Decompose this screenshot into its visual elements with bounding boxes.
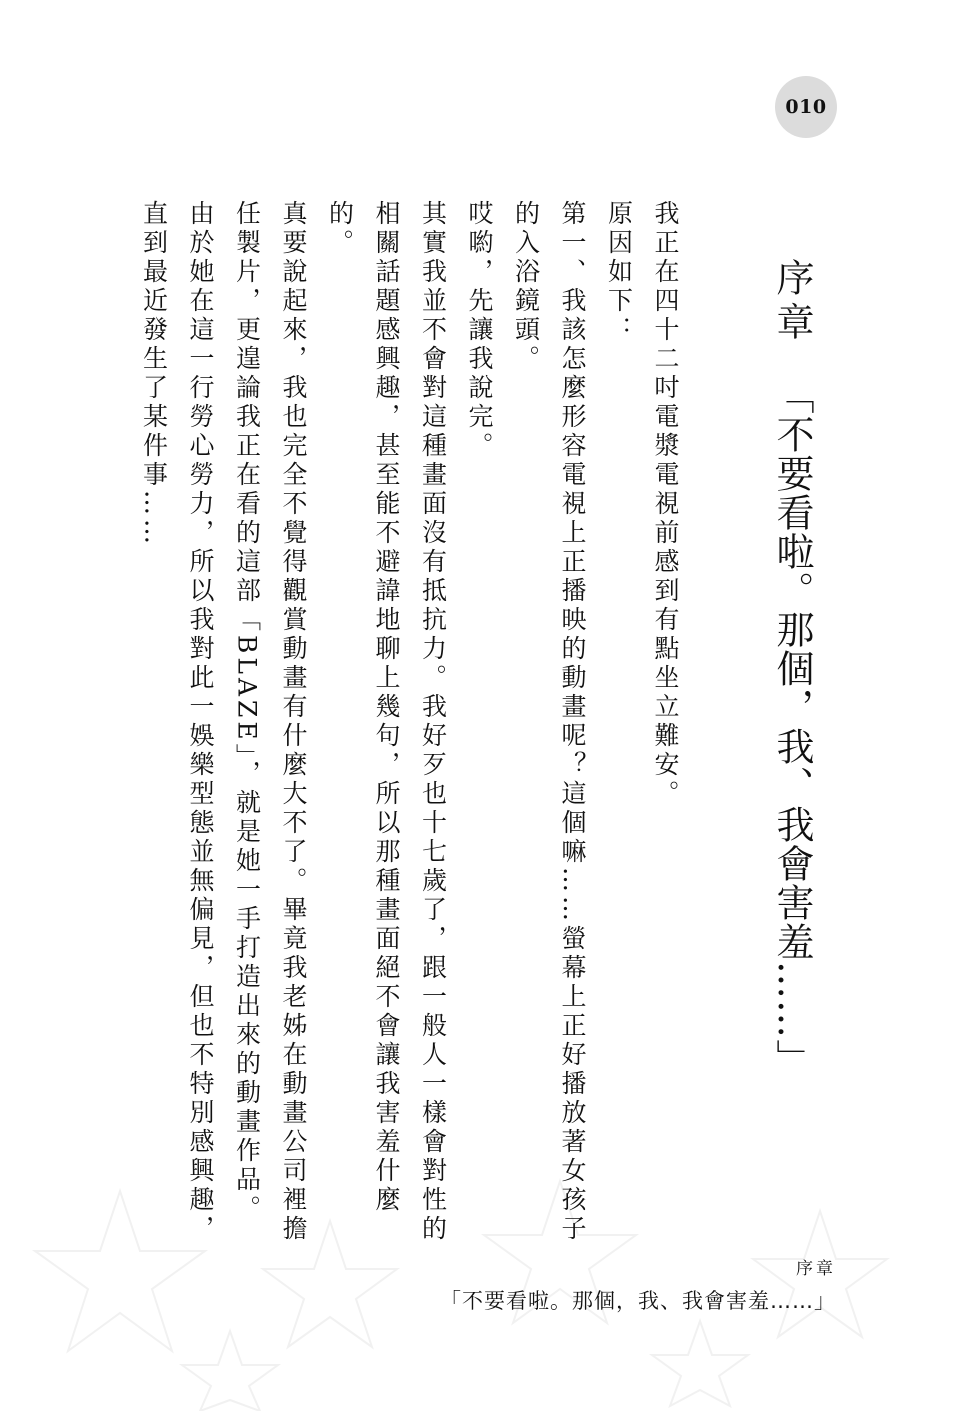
paragraph: 其實我並不會對這種畫面沒有抵抗力。我好歹也十七歲了，跟一般人一樣會對性的相關話題感興趣，甚至能不避諱地聊上幾句，所以那種畫面絕不會讓我害羞什麼的。: [325, 200, 448, 1244]
chapter-label: 序章: [770, 258, 814, 346]
chapter-title: 「不要看啦。那個，我、我會害羞……」: [770, 376, 814, 1078]
vertical-text-block: [120, 200, 820, 1270]
paragraph: 哎喲，先讓我說完。: [465, 200, 494, 461]
paragraph: 原因如下：: [604, 200, 634, 345]
chapter-heading: [764, 200, 820, 1270]
page-number: 010: [785, 96, 827, 118]
paragraph: 第一、我該怎麼形容電視上正播映的動畫呢？這個嘛……螢幕上正好播放著女孩子的入浴鏡頭。: [511, 200, 587, 1244]
running-footer: [440, 1254, 836, 1315]
paragraph: 真要說起來，我也完全不覺得觀賞動畫有什麼大不了。畢竟我老姊在動畫公司裡擔任製片，更遑論我正在看的這部「BLAZE」，就是她一手打造出來的動畫作品。: [232, 200, 308, 1244]
paragraph: 由於她在這一行勞心勞力，所以我對此一娛樂型態並無偏見，但也不特別感興趣，直到最近發生了某件事……: [139, 200, 215, 1244]
paragraph: 我正在四十二吋電漿電視前感到有點坐立難安。: [651, 200, 680, 809]
footer-chapter-title: 「不要看啦。那個，我、我會害羞……」: [440, 1289, 836, 1313]
footer-chapter-label: 序章: [796, 1259, 836, 1279]
page-number-badge: [775, 76, 837, 138]
